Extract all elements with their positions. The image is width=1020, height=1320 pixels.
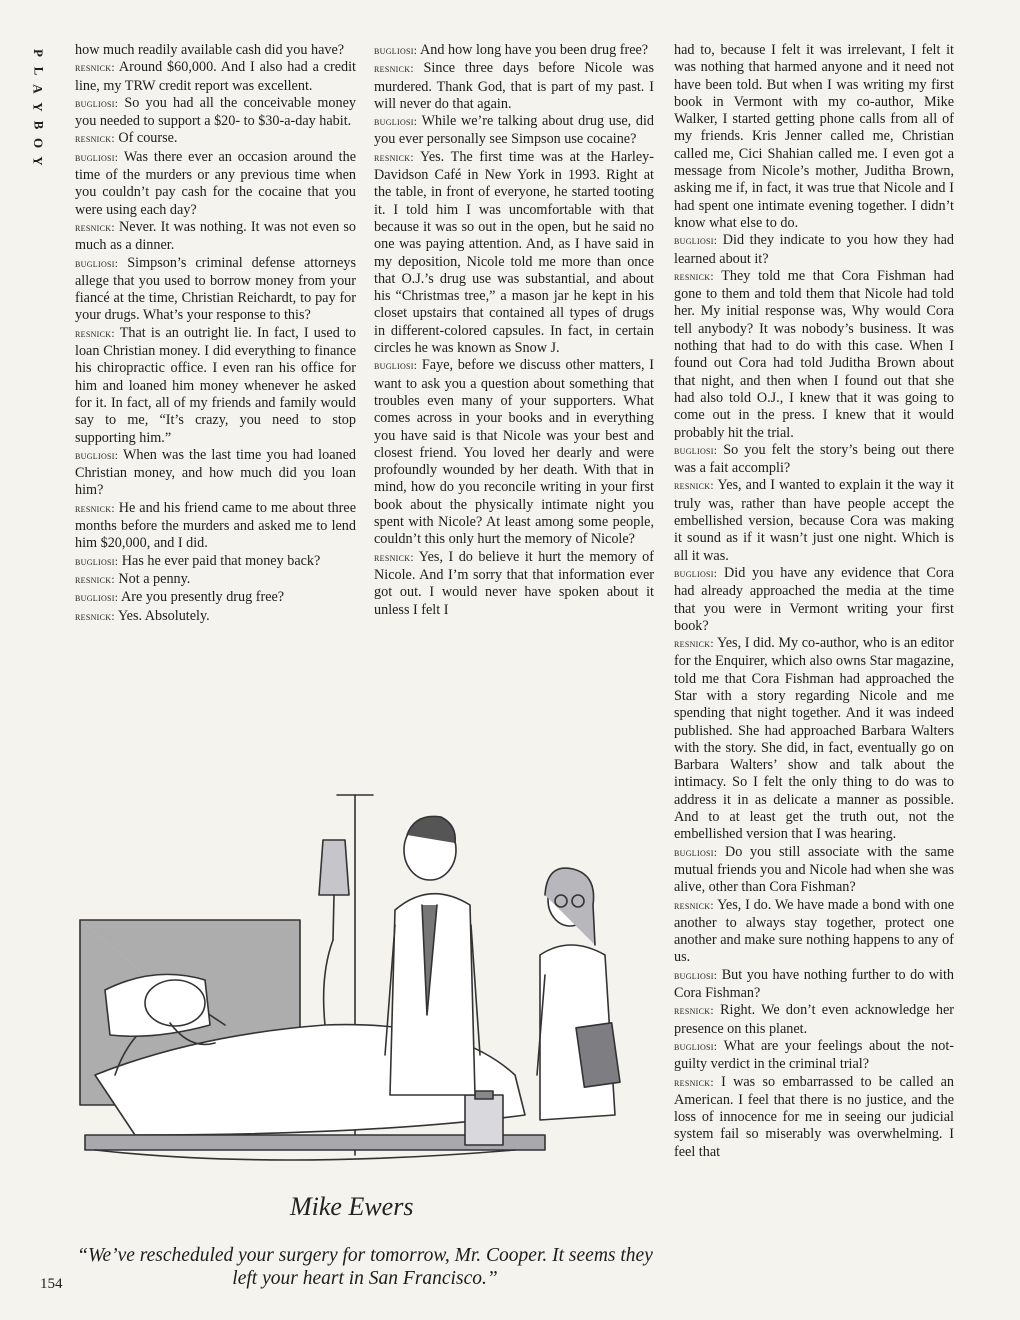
paragraph-text: Did they indicate to you how they had learned about it? <box>674 232 954 267</box>
interview-paragraph <box>75 130 356 148</box>
speaker-label: bugliosi: <box>75 449 119 462</box>
interview-paragraph <box>75 255 356 325</box>
interview-paragraph <box>374 60 654 113</box>
interview-paragraph <box>374 149 654 358</box>
page-number: 154 <box>40 1276 63 1292</box>
text-column-3 <box>674 42 954 1161</box>
paragraph-text: He and his friend came to me about three months before the murders and asked me to lend him $20,000, and I did. <box>75 499 356 552</box>
speaker-label: bugliosi: <box>374 45 418 57</box>
interview-paragraph <box>674 635 954 844</box>
speaker-label: bugliosi: <box>75 555 119 568</box>
speaker-label: resnick: <box>75 502 115 515</box>
paragraph-text: They told me that Cora Fishman had gone to them and told them that Nicole had told her. My initial response was, Why would Cora tell anybody? It was nobody’s business. It was nothing that had to do with this case. When I found out Cora had told Juditha Brown about that night, and then when I found out that she had also told O.J., I knew that it was going to come out in the press. I knew that it would probably hit the trial. <box>674 267 955 441</box>
paragraph-text: Yes, and I wanted to explain it the way it truly was, rather than have people accept the embellished version, because Cora was making it sound as if it wasn’t just one night. Which is all it was. <box>674 477 954 564</box>
cartoon-caption: “We’ve rescheduled your surgery for tomorrow, Mr. Cooper. It seems they left your heart in San Francisco.” <box>77 1245 653 1289</box>
interview-paragraph <box>674 1002 954 1038</box>
speaker-label: bugliosi: <box>674 1040 718 1053</box>
speaker-label: resnick: <box>374 63 414 76</box>
paragraph-text: how much readily available cash did you have? <box>75 42 345 58</box>
interview-paragraph <box>75 42 356 59</box>
speaker-label: resnick: <box>674 899 714 912</box>
interview-paragraph <box>374 357 654 548</box>
speaker-label: bugliosi: <box>674 444 718 457</box>
paragraph-text: Of course. <box>118 130 178 147</box>
paragraph-text: So you felt the story’s being out there was a fait accompli? <box>674 441 954 477</box>
speaker-label: resnick: <box>374 551 414 564</box>
interview-paragraph <box>674 268 954 442</box>
paragraph-text: Not a penny. <box>118 570 191 587</box>
paragraph-text: So you had all the conceivable money you needed to support a $20- to $30-a-day habit. <box>75 94 357 130</box>
text-column-1 <box>75 42 356 626</box>
speaker-label: bugliosi: <box>75 257 119 270</box>
speaker-label: resnick: <box>75 573 115 586</box>
paragraph-text: Was there ever an occasion around the time of the murders or any previous time when you couldn’t pay cash for the cocaine that you were using each day? <box>75 148 356 218</box>
paragraph-text: That is an outright lie. In fact, I used to loan Christian money. I did everything to finance his chiropractic office. I even ran his office for him and loaned him money whenever he asked for it. In fact, all of my friends and family would say to me, “It’s crazy, you need to stop supporting him.” <box>75 324 356 446</box>
masthead-letter: O <box>31 137 46 149</box>
paragraph-text: Yes, I did. My co-author, who is an editor for the Enquirer, which also owns Star magazine, told me that Cora Fishman had approached the Star with a story regarding Nicole and me spending that night together. And it was indeed published. She had approached Barbara Walters with the story. She did, in fact, eventually go on Barbara Walters’ show and talk about the intimacy. So I felt the only thing to do was to address it in as delicate a manner as possible. And to at least get the truth out, not the embellished version that I was hearing. <box>674 635 954 843</box>
paragraph-text: But you have nothing further to do with Cora Fishman? <box>674 966 955 1002</box>
paragraph-text: Faye, before we discuss other matters, I want to ask you a question about something that troubles even many of your supporters. What comes across in your books and in everything you have said is that Nicole was your best and closest friend. You loved her dearly and were profoundly wounded by her death. With that in mind, how do you reconcile writing in your first book about the physically intimate night you spent with Nicole? At least among some people, couldn’t this only hurt the memory of Nicole? <box>374 357 654 548</box>
speaker-label: bugliosi: <box>75 151 119 164</box>
paragraph-text: Are you presently drug free? <box>121 589 285 606</box>
interview-paragraph <box>374 549 654 619</box>
paragraph-text: Yes, I do. We have made a bond with one another to always stay together, protect one another and make sure nothing happens to any of us. <box>674 896 954 966</box>
speaker-label: bugliosi: <box>75 592 119 605</box>
cartoon-signature: Mike Ewers <box>290 1192 414 1221</box>
paragraph-text: What are your feelings about the not-guilty verdict in the criminal trial? <box>674 1037 954 1073</box>
interview-paragraph <box>674 897 954 967</box>
speaker-label: bugliosi: <box>374 360 418 373</box>
cartoon-illustration <box>75 775 655 1230</box>
speaker-label: resnick: <box>75 221 115 234</box>
interview-paragraph <box>75 447 356 500</box>
masthead-letter: A <box>30 84 46 94</box>
interview-paragraph <box>674 1074 954 1161</box>
interview-paragraph <box>674 477 954 564</box>
interview-paragraph <box>75 95 356 131</box>
paragraph-text: Around $60,000. And I also had a credit line, my TRW credit report was excellent. <box>75 59 356 94</box>
interview-paragraph <box>75 149 356 219</box>
paragraph-text: Do you still associate with the same mutual friends you and Nicole had when she was alive, other than Cora Fishman? <box>674 843 955 896</box>
interview-paragraph <box>674 844 954 897</box>
masthead-letter: Y <box>30 102 46 112</box>
masthead-letter: B <box>30 120 46 130</box>
paragraph-text: Has he ever paid that money back? <box>121 552 321 569</box>
speaker-label: bugliosi: <box>674 969 718 982</box>
interview-paragraph <box>674 42 954 232</box>
paragraph-text: Yes. The first time was at the Harley-Davidson Café in New York in 1993. Right at the table, in front of everyone, he started tooting it. I told him I was uncomfortable with that because it was so out in the open, but he said no one was paying attention. And, as I have said in my deposition, Nicole told me more than once that O.J.’s drug use was substantial, and about his “Christmas tree,” a mason jar he kept in his closet upstairs that contained all types of drugs in different-colored capsules. In fact, in certain circles he was known as Snow J. <box>374 148 654 357</box>
paragraph-text: Right. We don’t even acknowledge her presence on this planet. <box>674 1002 955 1037</box>
interview-paragraph <box>374 42 654 60</box>
speaker-label: resnick: <box>75 610 115 623</box>
paragraph-text: Did you have any evidence that Cora had already approached the media at the time that you were in Vermont writing your first book? <box>674 564 955 634</box>
masthead <box>28 44 48 170</box>
speaker-label: bugliosi: <box>674 235 718 248</box>
text-column-2 <box>374 42 654 619</box>
interview-paragraph <box>674 565 954 635</box>
speaker-label: bugliosi: <box>674 567 718 580</box>
interview-paragraph <box>75 500 356 553</box>
speaker-label: resnick: <box>674 638 714 651</box>
speaker-label: bugliosi: <box>374 116 418 129</box>
interview-paragraph <box>674 442 954 478</box>
masthead-letter: Y <box>30 156 46 166</box>
paragraph-text: Yes. Absolutely. <box>117 607 210 624</box>
paragraph-text: And how long have you been drug free? <box>420 42 649 58</box>
paragraph-text: I was so embarrassed to be called an American. I feel that there is no justice, and the loss of innocence for me in seeing our judicial system fail so miserably was overwhelming. I feel that <box>674 1073 955 1160</box>
masthead-letter: P <box>30 49 46 57</box>
paragraph-text: Simpson’s criminal defense attorneys allege that you used to borrow money from your fiancé at the time, Christian Reichardt, to pay for your drugs. What’s your response to this? <box>75 254 356 324</box>
paragraph-text: When was the last time you had loaned Christian money, and how much did you loan him? <box>75 446 356 499</box>
interview-paragraph <box>75 589 356 607</box>
paragraph-text: Never. It was nothing. It was not even so much as a dinner. <box>75 218 357 254</box>
interview-paragraph <box>75 325 356 447</box>
interview-paragraph <box>75 608 356 626</box>
speaker-label: bugliosi: <box>75 97 119 110</box>
speaker-label: resnick: <box>674 270 714 283</box>
speaker-label: resnick: <box>75 133 115 146</box>
paragraph-text: While we’re talking about drug use, did you ever personally see Simpson use cocaine? <box>374 113 654 148</box>
interview-paragraph <box>75 59 356 95</box>
speaker-label: resnick: <box>674 1076 714 1089</box>
interview-paragraph <box>75 571 356 589</box>
interview-paragraph <box>75 219 356 255</box>
speaker-label: resnick: <box>374 151 414 164</box>
speaker-label: resnick: <box>674 480 714 493</box>
masthead-letter: L <box>30 66 46 76</box>
interview-paragraph <box>674 967 954 1003</box>
paragraph-text: had to, because I felt it was irrelevant, I felt it was nothing that harmed anyone and it need not have been told. But when I was writing my first book in Vermont with my co-author, Mike Walker, I started getting phone calls from all of my friends. Kris Jenner called me, Christian called me, Cici Shahian called me. I even got a message from Nicole’s mother, Juditha Brown, asking me if, in fact, it was true that Nicole and I had spent one intimate evening together. I didn’t know what else to do. <box>674 42 954 231</box>
speaker-label: resnick: <box>75 327 115 340</box>
interview-paragraph <box>374 113 654 149</box>
speaker-label: bugliosi: <box>674 846 718 859</box>
paragraph-text: Yes, I do believe it hurt the memory of Nicole. And I’m sorry that that information ever got out. I would never have spoken about it unless I felt I <box>374 548 654 618</box>
interview-paragraph <box>75 553 356 571</box>
speaker-label: resnick: <box>674 1005 714 1018</box>
interview-paragraph <box>674 1038 954 1074</box>
speaker-label: resnick: <box>75 62 115 75</box>
paragraph-text: Since three days before Nicole was murdered. Thank God, that is part of my past. I will never do that again. <box>374 60 654 112</box>
interview-paragraph <box>674 232 954 268</box>
